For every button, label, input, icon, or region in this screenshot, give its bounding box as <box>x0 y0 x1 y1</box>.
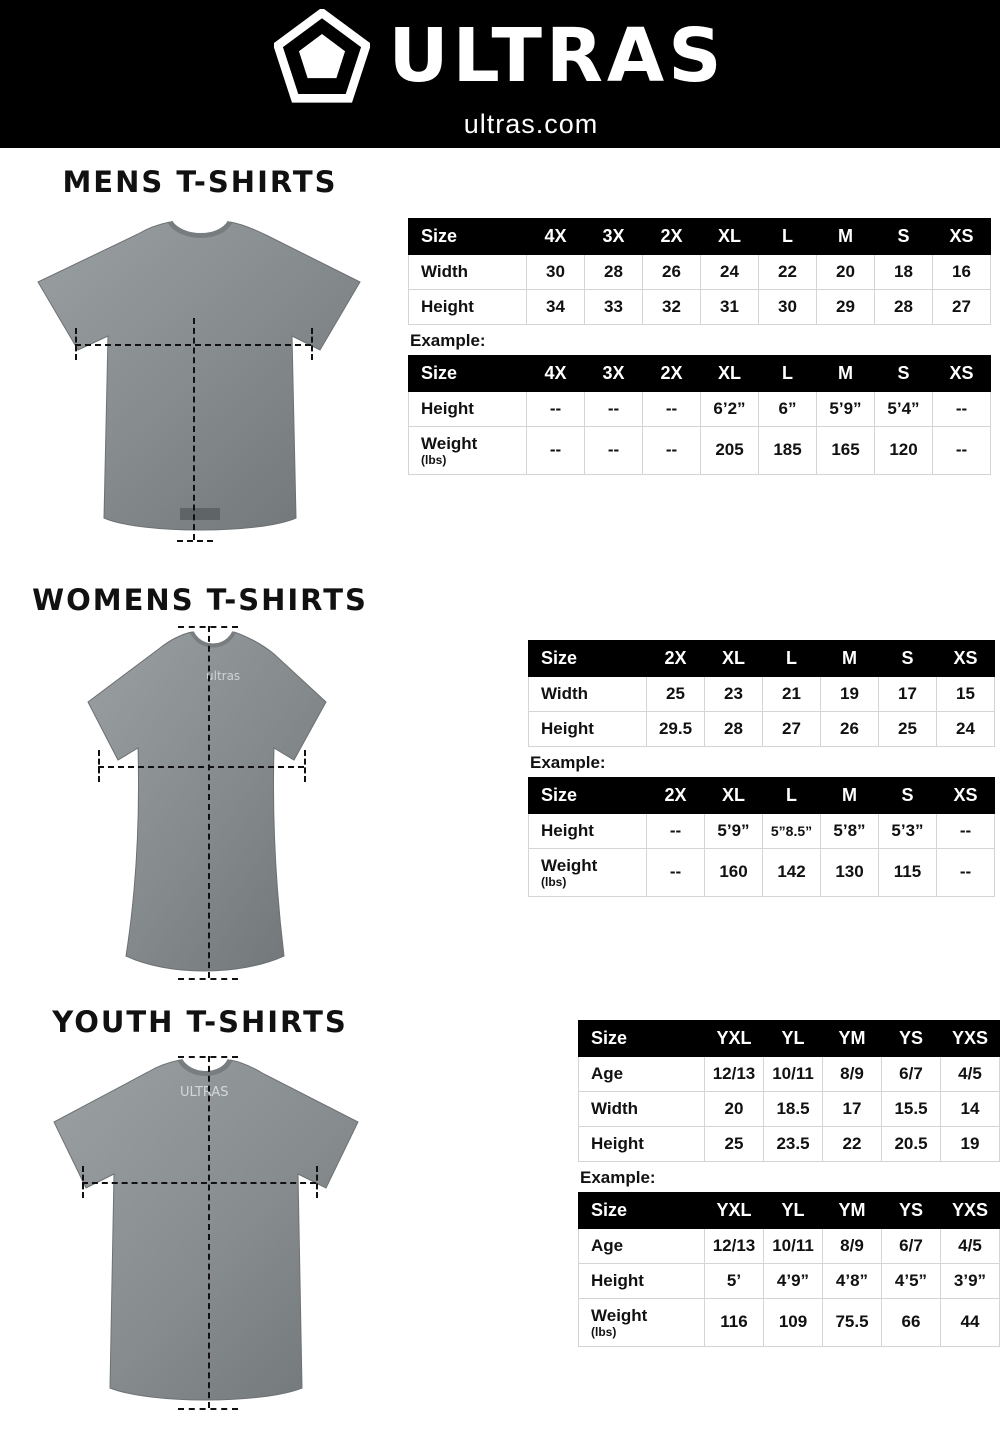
col-header: 4X <box>527 219 585 255</box>
brand-name: ULTRAS <box>388 13 726 100</box>
col-header: S <box>879 778 937 814</box>
womens-tshirt-image <box>40 620 360 990</box>
table-row <box>409 255 991 290</box>
row-label <box>409 392 527 427</box>
cell: 8/9 <box>823 1057 882 1092</box>
cell: 5”8.5” <box>763 814 821 849</box>
table-row <box>579 1229 1000 1264</box>
col-header: Size <box>409 356 527 392</box>
womens-height-guide <box>208 626 210 978</box>
cell: 6/7 <box>882 1057 941 1092</box>
cell: 19 <box>821 677 879 712</box>
cell: 5’9” <box>705 814 763 849</box>
cell: 160 <box>705 849 763 897</box>
row-label-sub: (lbs) <box>541 875 567 889</box>
row-label-text: Height <box>591 1271 644 1290</box>
svg-text:ultras: ultras <box>206 669 241 683</box>
womens-width-tick-left <box>98 750 100 782</box>
cell: 8/9 <box>823 1229 882 1264</box>
col-header: Size <box>579 1021 705 1057</box>
womens-example-label: Example: <box>530 753 606 772</box>
col-header: YXL <box>705 1021 764 1057</box>
cell: 5’ <box>705 1264 764 1299</box>
col-header: XS <box>933 219 991 255</box>
cell: 22 <box>823 1127 882 1162</box>
cell: 130 <box>821 849 879 897</box>
cell: 44 <box>941 1299 1000 1347</box>
cell: 22 <box>759 255 817 290</box>
cell: 24 <box>937 712 995 747</box>
col-header: YL <box>764 1193 823 1229</box>
mens-width-tick-left <box>75 328 77 360</box>
table-row <box>409 392 991 427</box>
cell: 29.5 <box>647 712 705 747</box>
cell: -- <box>643 427 701 475</box>
col-header: YM <box>823 1193 882 1229</box>
col-header: XL <box>701 356 759 392</box>
table-row <box>409 427 991 475</box>
col-header: L <box>763 778 821 814</box>
cell: -- <box>933 392 991 427</box>
cell: -- <box>647 814 705 849</box>
womens-example-chart <box>528 777 995 897</box>
youth-example-chart <box>578 1192 1000 1347</box>
col-header: Size <box>409 219 527 255</box>
table-row <box>529 814 995 849</box>
col-header: M <box>817 219 875 255</box>
cell: 10/11 <box>764 1229 823 1264</box>
cell: 4’5” <box>882 1264 941 1299</box>
row-label-text: Height <box>541 821 594 840</box>
row-label-text: Age <box>591 1236 624 1255</box>
row-label: Width <box>579 1092 705 1127</box>
col-header: S <box>879 641 937 677</box>
cell: 15.5 <box>882 1092 941 1127</box>
row-label-sub: (lbs) <box>421 453 447 467</box>
col-header: XL <box>705 641 763 677</box>
table-header-row <box>579 1021 1000 1057</box>
cell: -- <box>937 849 995 897</box>
youth-example-label: Example: <box>580 1168 656 1187</box>
youth-width-tick-right <box>316 1166 318 1198</box>
cell: 26 <box>643 255 701 290</box>
brand-domain: ultras.com <box>463 108 599 139</box>
table-row <box>529 677 995 712</box>
col-header: L <box>759 356 817 392</box>
cell: 4/5 <box>941 1057 1000 1092</box>
section-title-womens: WOMENS T-SHIRTS <box>32 583 368 617</box>
row-label-text: Weight <box>421 434 478 453</box>
cell: 32 <box>643 290 701 325</box>
cell: 20 <box>705 1092 764 1127</box>
cell: 5’4” <box>875 392 933 427</box>
cell: 66 <box>882 1299 941 1347</box>
cell: 12/13 <box>705 1229 764 1264</box>
cell: 4’8” <box>823 1264 882 1299</box>
cell: 16 <box>933 255 991 290</box>
table-row <box>579 1092 1000 1127</box>
cell: 5’8” <box>821 814 879 849</box>
cell: 115 <box>879 849 937 897</box>
col-header: Size <box>579 1193 705 1229</box>
cell: 33 <box>585 290 643 325</box>
cell: 20 <box>817 255 875 290</box>
cell: 28 <box>585 255 643 290</box>
row-label: Height <box>409 290 527 325</box>
table-row <box>529 849 995 897</box>
table-row <box>579 1057 1000 1092</box>
cell: -- <box>643 392 701 427</box>
cell: 5’9” <box>817 392 875 427</box>
mens-example-label: Example: <box>410 331 486 350</box>
row-label: Height <box>579 1127 705 1162</box>
youth-width-tick-left <box>82 1166 84 1198</box>
womens-width-tick-right <box>304 750 306 782</box>
col-header: Size <box>529 778 647 814</box>
cell: 20.5 <box>882 1127 941 1162</box>
col-header: 2X <box>647 778 705 814</box>
col-header: 2X <box>647 641 705 677</box>
mens-height-tick-bottom <box>177 540 213 542</box>
table-row <box>579 1264 1000 1299</box>
col-header: YM <box>823 1021 882 1057</box>
row-label-text: Weight <box>541 856 598 875</box>
cell: 6’2” <box>701 392 759 427</box>
row-label-text: Height <box>421 399 474 418</box>
col-header: M <box>817 356 875 392</box>
womens-size-table <box>528 640 995 897</box>
table-header-row <box>579 1193 1000 1229</box>
table-header-row <box>409 219 991 255</box>
cell: 4’9” <box>764 1264 823 1299</box>
mens-height-guide <box>193 318 195 540</box>
youth-height-guide <box>208 1056 210 1408</box>
row-label <box>529 814 647 849</box>
cell: 205 <box>701 427 759 475</box>
col-header: 2X <box>643 219 701 255</box>
row-label-text: Weight <box>591 1306 648 1325</box>
col-header: S <box>875 219 933 255</box>
cell: 17 <box>879 677 937 712</box>
cell: 34 <box>527 290 585 325</box>
col-header: YXL <box>705 1193 764 1229</box>
cell: -- <box>937 814 995 849</box>
mens-tshirt-image <box>20 218 380 548</box>
mens-size-chart <box>408 218 991 325</box>
cell: -- <box>647 849 705 897</box>
page-header <box>0 0 1000 148</box>
cell: 17 <box>823 1092 882 1127</box>
col-header: YS <box>882 1193 941 1229</box>
col-header: XS <box>937 641 995 677</box>
youth-height-tick-bottom <box>178 1408 238 1410</box>
row-label: Age <box>579 1057 705 1092</box>
cell: 15 <box>937 677 995 712</box>
cell: 12/13 <box>705 1057 764 1092</box>
cell: 5’3” <box>879 814 937 849</box>
mens-size-table <box>408 218 991 475</box>
cell: 30 <box>759 290 817 325</box>
cell: 23 <box>705 677 763 712</box>
cell: 75.5 <box>823 1299 882 1347</box>
section-title-youth: YOUTH T-SHIRTS <box>52 1005 348 1039</box>
womens-width-guide <box>98 766 304 768</box>
cell: 3’9” <box>941 1264 1000 1299</box>
table-header-row <box>529 641 995 677</box>
col-header: XL <box>701 219 759 255</box>
brand-lockup <box>274 9 725 105</box>
table-row <box>579 1127 1000 1162</box>
pentagon-logo-icon <box>274 9 370 105</box>
col-header: XL <box>705 778 763 814</box>
cell: 18 <box>875 255 933 290</box>
womens-size-chart <box>528 640 995 747</box>
row-label <box>529 849 647 897</box>
table-row <box>409 290 991 325</box>
cell: 31 <box>701 290 759 325</box>
cell: 165 <box>817 427 875 475</box>
cell: -- <box>933 427 991 475</box>
col-header: M <box>821 641 879 677</box>
table-row <box>529 712 995 747</box>
cell: 10/11 <box>764 1057 823 1092</box>
table-row <box>579 1299 1000 1347</box>
cell: 23.5 <box>764 1127 823 1162</box>
cell: -- <box>585 427 643 475</box>
cell: 26 <box>821 712 879 747</box>
youth-size-chart <box>578 1020 1000 1162</box>
cell: 120 <box>875 427 933 475</box>
cell: 25 <box>647 677 705 712</box>
col-header: 4X <box>527 356 585 392</box>
col-header: YS <box>882 1021 941 1057</box>
col-header: M <box>821 778 879 814</box>
cell: 29 <box>817 290 875 325</box>
section-mens-title-block <box>0 165 400 199</box>
col-header: 3X <box>585 219 643 255</box>
table-header-row <box>409 356 991 392</box>
section-title-mens: MENS T-SHIRTS <box>62 165 338 199</box>
col-header: L <box>763 641 821 677</box>
cell: 21 <box>763 677 821 712</box>
row-label <box>579 1229 705 1264</box>
youth-tshirt-image <box>40 1040 370 1420</box>
cell: 18.5 <box>764 1092 823 1127</box>
cell: 28 <box>875 290 933 325</box>
cell: 109 <box>764 1299 823 1347</box>
col-header: S <box>875 356 933 392</box>
section-youth-title-block <box>0 1005 400 1039</box>
cell: 116 <box>705 1299 764 1347</box>
row-label: Width <box>529 677 647 712</box>
cell: 14 <box>941 1092 1000 1127</box>
youth-width-guide <box>82 1182 316 1184</box>
col-header: Size <box>529 641 647 677</box>
row-label <box>579 1299 705 1347</box>
cell: 19 <box>941 1127 1000 1162</box>
cell: 4/5 <box>941 1229 1000 1264</box>
col-header: XS <box>933 356 991 392</box>
cell: 27 <box>763 712 821 747</box>
row-label: Height <box>529 712 647 747</box>
svg-text:ULTRAS: ULTRAS <box>180 1085 229 1100</box>
mens-width-tick-right <box>311 328 313 360</box>
section-womens-title-block <box>0 583 400 617</box>
cell: 6/7 <box>882 1229 941 1264</box>
cell: -- <box>585 392 643 427</box>
table-header-row <box>529 778 995 814</box>
cell: 25 <box>705 1127 764 1162</box>
womens-height-tick-bottom <box>178 978 238 980</box>
cell: -- <box>527 392 585 427</box>
mens-example-chart <box>408 355 991 475</box>
row-label-sub: (lbs) <box>591 1325 617 1339</box>
cell: 185 <box>759 427 817 475</box>
cell: 24 <box>701 255 759 290</box>
cell: 142 <box>763 849 821 897</box>
col-header: L <box>759 219 817 255</box>
cell: 28 <box>705 712 763 747</box>
row-label <box>579 1264 705 1299</box>
cell: 27 <box>933 290 991 325</box>
cell: 25 <box>879 712 937 747</box>
cell: 30 <box>527 255 585 290</box>
col-header: XS <box>937 778 995 814</box>
col-header: YL <box>764 1021 823 1057</box>
youth-size-table <box>578 1020 1000 1347</box>
row-label: Width <box>409 255 527 290</box>
cell: 6” <box>759 392 817 427</box>
col-header: 2X <box>643 356 701 392</box>
col-header: YXS <box>941 1193 1000 1229</box>
row-label <box>409 427 527 475</box>
col-header: 3X <box>585 356 643 392</box>
cell: -- <box>527 427 585 475</box>
col-header: YXS <box>941 1021 1000 1057</box>
